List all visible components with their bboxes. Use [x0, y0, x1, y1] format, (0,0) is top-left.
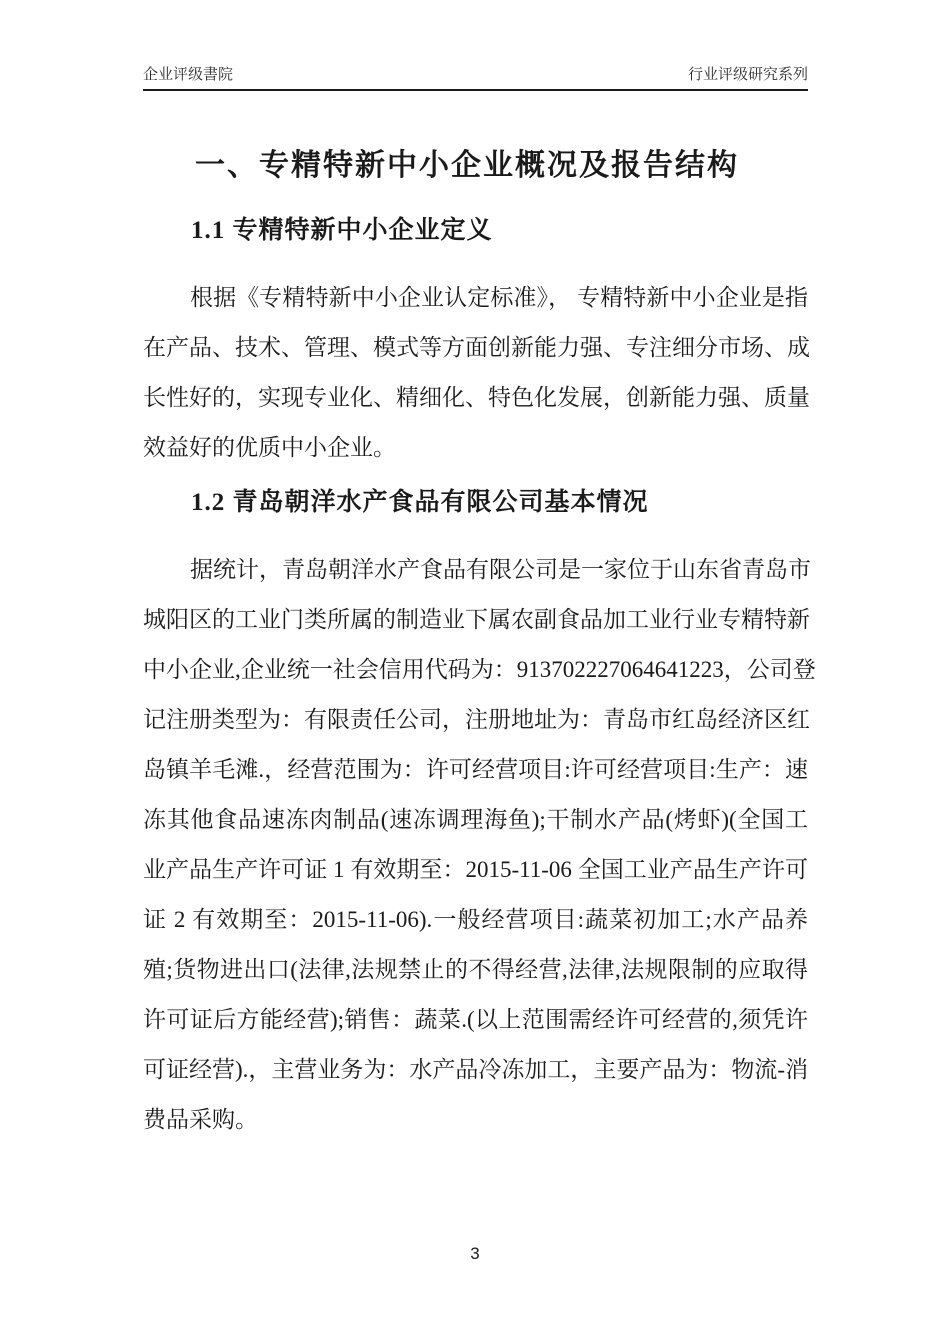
paragraph-line: 效益好的优质中小企业。	[143, 435, 396, 460]
paragraph-line: 岛镇羊毛滩.，经营范围为：许可经营项目:许可经营项目:生产：速	[143, 757, 808, 782]
paragraph-line: 可证经营).，主营业务为：水产品冷冻加工，主要产品为：物流-消	[143, 1057, 809, 1082]
section-1-2-title: 1.2 青岛朝洋水产食品有限公司基本情况	[191, 489, 649, 516]
paragraph-line: 长性好的，实现专业化、精细化、特色化发展，创新能力强、质量	[143, 385, 810, 410]
paragraph-line: 在产品、技术、管理、模式等方面创新能力强、专注细分市场、成	[143, 335, 810, 360]
paragraph-line: 记注册类型为：有限责任公司，注册地址为：青岛市红岛经济区红	[143, 707, 810, 732]
paragraph-line: 殖;货物进出口(法律,法规禁止的不得经营,法律,法规限制的应取得	[143, 957, 808, 982]
chapter-title: 一、专精特新中小企业概况及报告结构	[195, 149, 739, 182]
paragraph-line: 许可证后方能经营);销售：蔬菜.(以上范围需经许可经营的,须凭许	[143, 1007, 808, 1032]
paragraph-line: 中小企业,企业统一社会信用代码为：913702227064641223，公司登	[143, 657, 816, 682]
document-page	[143, 0, 816, 1145]
paragraph-line: 冻其他食品速冻肉制品(速冻调理海鱼);干制水产品(烤虾)(全国工	[143, 807, 808, 832]
page-number: 3	[470, 1244, 480, 1263]
paragraph-line: 城阳区的工业门类所属的制造业下属农副食品加工业行业专精特新	[143, 607, 810, 632]
paragraph-line: 根据《专精特新中小企业认定标准》， 专精特新中小企业是指	[190, 285, 808, 310]
paragraph-line: 证 2 有效期至：2015-11-06).一般经营项目:蔬菜初加工;水产品养	[143, 907, 808, 932]
section-1-2-paragraph	[143, 545, 816, 1145]
section-1-1-paragraph	[143, 273, 808, 473]
paragraph-line: 费品采购。	[143, 1107, 258, 1132]
header-right-text: 行业评级研究系列	[687, 66, 808, 83]
page-header	[143, 0, 808, 91]
paragraph-line: 业产品生产许可证 1 有效期至：2015-11-06 全国工业产品生产许可	[143, 857, 808, 882]
header-left-text: 企业评级書院	[143, 66, 234, 83]
page-footer	[0, 1244, 950, 1264]
paragraph-line: 据统计，青岛朝洋水产食品有限公司是一家位于山东省青岛市	[190, 557, 811, 582]
section-1-1-title: 1.1 专精特新中小企业定义	[191, 217, 493, 244]
